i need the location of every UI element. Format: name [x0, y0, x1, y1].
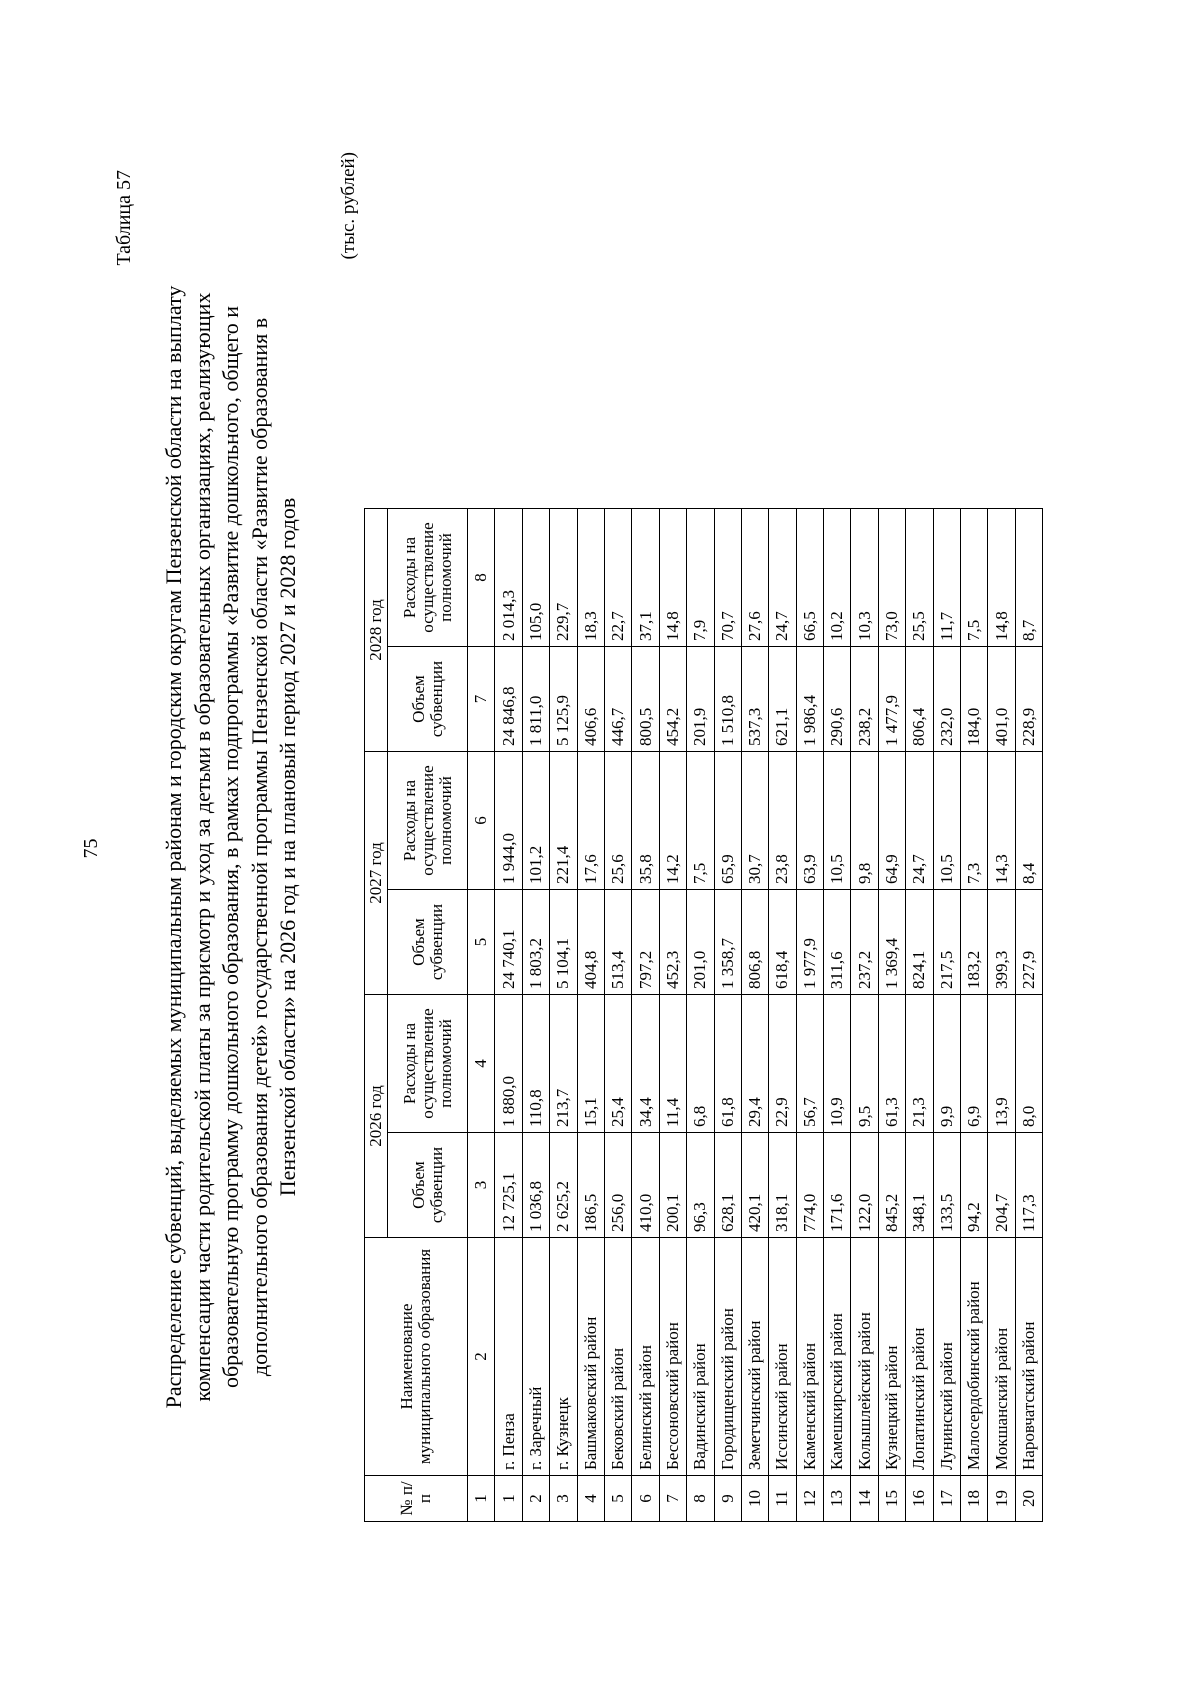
- municipality-name-cell: Бессоновский район: [659, 1238, 686, 1476]
- volume-2026-cell: 256,0: [604, 1133, 631, 1238]
- volume-2027-cell: 217,5: [933, 890, 960, 995]
- volume-2026-cell: 318,1: [769, 1133, 796, 1238]
- municipality-name-cell: Лопатинский район: [906, 1238, 933, 1476]
- expenses-2028-cell: 27,6: [741, 509, 768, 647]
- volume-2028-cell: 401,0: [988, 647, 1015, 752]
- header-volume-2027: Объем субвенции: [388, 890, 468, 995]
- header-expenses-2028: Расходы на осуществление полномочий: [388, 509, 468, 647]
- table-row: [687, 509, 714, 1522]
- municipality-name-cell: Городищенский район: [714, 1238, 741, 1476]
- expenses-2026-cell: 61,8: [714, 995, 741, 1133]
- column-number: 6: [468, 752, 495, 890]
- municipality-name-cell: Мокшанский район: [988, 1238, 1015, 1476]
- volume-2026-cell: 628,1: [714, 1133, 741, 1238]
- expenses-2027-cell: 10,5: [933, 752, 960, 890]
- municipality-name-cell: Каменский район: [796, 1238, 823, 1476]
- expenses-2028-cell: 14,8: [988, 509, 1015, 647]
- expenses-2026-cell: 25,4: [604, 995, 631, 1133]
- column-number: 2: [468, 1238, 495, 1476]
- expenses-2026-cell: 61,3: [878, 995, 905, 1133]
- expenses-2028-cell: 7,5: [961, 509, 988, 647]
- volume-2026-cell: 96,3: [687, 1133, 714, 1238]
- volume-2028-cell: 1 477,9: [878, 647, 905, 752]
- expenses-2027-cell: 35,8: [632, 752, 659, 890]
- municipality-name-cell: Башмаковский район: [577, 1238, 604, 1476]
- table-row: [522, 509, 549, 1522]
- table-row: [796, 509, 823, 1522]
- header-year-2027: 2027 год: [365, 752, 388, 995]
- expenses-2027-cell: 64,9: [878, 752, 905, 890]
- volume-2028-cell: 800,5: [632, 647, 659, 752]
- expenses-2027-cell: 30,7: [741, 752, 768, 890]
- volume-2027-cell: 5 104,1: [550, 890, 577, 995]
- row-number-cell: 2: [522, 1476, 549, 1522]
- volume-2027-cell: 183,2: [961, 890, 988, 995]
- column-number: 8: [468, 509, 495, 647]
- municipality-name-cell: Лунинский район: [933, 1238, 960, 1476]
- expenses-2026-cell: 56,7: [796, 995, 823, 1133]
- table-row: [604, 509, 631, 1522]
- expenses-2026-cell: 6,9: [961, 995, 988, 1133]
- expenses-2028-cell: 22,7: [604, 509, 631, 647]
- expenses-2027-cell: 14,3: [988, 752, 1015, 890]
- table-row: [1015, 509, 1042, 1522]
- header-year-2028: 2028 год: [365, 509, 388, 752]
- expenses-2028-cell: 25,5: [906, 509, 933, 647]
- municipality-name-cell: г. Пенза: [495, 1238, 522, 1476]
- volume-2027-cell: 1 803,2: [522, 890, 549, 995]
- volume-2028-cell: 621,1: [769, 647, 796, 752]
- row-number-cell: 15: [878, 1476, 905, 1522]
- expenses-2026-cell: 11,4: [659, 995, 686, 1133]
- table-row: [906, 509, 933, 1522]
- volume-2026-cell: 186,5: [577, 1133, 604, 1238]
- volume-2028-cell: 228,9: [1015, 647, 1042, 752]
- volume-2028-cell: 201,9: [687, 647, 714, 752]
- volume-2027-cell: 824,1: [906, 890, 933, 995]
- volume-2027-cell: 797,2: [632, 890, 659, 995]
- volume-2026-cell: 12 725,1: [495, 1133, 522, 1238]
- volume-2027-cell: 201,0: [687, 890, 714, 995]
- municipality-name-cell: Вадинский район: [687, 1238, 714, 1476]
- volume-2028-cell: 537,3: [741, 647, 768, 752]
- expenses-2028-cell: 8,7: [1015, 509, 1042, 647]
- header-name: Наименование муниципального образования: [365, 1238, 468, 1476]
- expenses-2027-cell: 1 944,0: [495, 752, 522, 890]
- municipality-name-cell: Бековский район: [604, 1238, 631, 1476]
- table-row: [659, 509, 686, 1522]
- volume-2028-cell: 806,4: [906, 647, 933, 752]
- table-row: [550, 509, 577, 1522]
- expenses-2026-cell: 1 880,0: [495, 995, 522, 1133]
- table-row: [824, 509, 851, 1522]
- volume-2027-cell: 404,8: [577, 890, 604, 995]
- expenses-2028-cell: 229,7: [550, 509, 577, 647]
- municipality-name-cell: г. Заречный: [522, 1238, 549, 1476]
- expenses-2028-cell: 2 014,3: [495, 509, 522, 647]
- row-number-cell: 10: [741, 1476, 768, 1522]
- volume-2026-cell: 774,0: [796, 1133, 823, 1238]
- municipality-name-cell: Наровчатский район: [1015, 1238, 1042, 1476]
- volume-2028-cell: 238,2: [851, 647, 878, 752]
- table-row: [632, 509, 659, 1522]
- expenses-2027-cell: 8,4: [1015, 752, 1042, 890]
- volume-2028-cell: 406,6: [577, 647, 604, 752]
- units-label: (тыс. рублей): [338, 152, 359, 260]
- volume-2026-cell: 1 036,8: [522, 1133, 549, 1238]
- row-number-cell: 18: [961, 1476, 988, 1522]
- volume-2028-cell: 232,0: [933, 647, 960, 752]
- table-row: [878, 509, 905, 1522]
- row-number-cell: 8: [687, 1476, 714, 1522]
- volume-2027-cell: 1 369,4: [878, 890, 905, 995]
- expenses-2026-cell: 15,1: [577, 995, 604, 1133]
- expenses-2028-cell: 70,7: [714, 509, 741, 647]
- municipality-name-cell: Малосердобинский район: [961, 1238, 988, 1476]
- expenses-2028-cell: 18,3: [577, 509, 604, 647]
- column-number: 5: [468, 890, 495, 995]
- expenses-2027-cell: 101,2: [522, 752, 549, 890]
- volume-2027-cell: 237,2: [851, 890, 878, 995]
- municipality-name-cell: Белинский район: [632, 1238, 659, 1476]
- title-line: компенсации части родительской платы за присмотр и уход за детьми в образовательных организациях, реализующих: [189, 292, 215, 1402]
- expenses-2027-cell: 63,9: [796, 752, 823, 890]
- expenses-2028-cell: 10,2: [824, 509, 851, 647]
- column-number: 7: [468, 647, 495, 752]
- expenses-2027-cell: 23,8: [769, 752, 796, 890]
- expenses-2028-cell: 66,5: [796, 509, 823, 647]
- volume-2027-cell: 806,8: [741, 890, 768, 995]
- expenses-2027-cell: 10,5: [824, 752, 851, 890]
- volume-2026-cell: 171,6: [824, 1133, 851, 1238]
- header-expenses-2027: Расходы на осуществление полномочий: [388, 752, 468, 890]
- title-line: Пензенской области» на 2026 год и на плановый период 2027 и 2028 годов: [275, 497, 300, 1197]
- expenses-2026-cell: 34,4: [632, 995, 659, 1133]
- column-numbers-row: [468, 509, 495, 1522]
- row-number-cell: 9: [714, 1476, 741, 1522]
- expenses-2027-cell: 65,9: [714, 752, 741, 890]
- volume-2027-cell: 311,6: [824, 890, 851, 995]
- volume-2026-cell: 94,2: [961, 1133, 988, 1238]
- municipality-name-cell: Земетчинский район: [741, 1238, 768, 1476]
- document-title: [160, 117, 303, 1577]
- subsidy-table: [364, 508, 1043, 1522]
- column-number: 4: [468, 995, 495, 1133]
- volume-2026-cell: 420,1: [741, 1133, 768, 1238]
- volume-2028-cell: 5 125,9: [550, 647, 577, 752]
- volume-2028-cell: 446,7: [604, 647, 631, 752]
- row-number-cell: 14: [851, 1476, 878, 1522]
- table-row: [495, 509, 522, 1522]
- row-number-cell: 5: [604, 1476, 631, 1522]
- table-row: [741, 509, 768, 1522]
- volume-2026-cell: 2 625,2: [550, 1133, 577, 1238]
- column-number: 3: [468, 1133, 495, 1238]
- table-row: [988, 509, 1015, 1522]
- volume-2026-cell: 845,2: [878, 1133, 905, 1238]
- row-number-cell: 19: [988, 1476, 1015, 1522]
- row-number-cell: 13: [824, 1476, 851, 1522]
- expenses-2026-cell: 9,5: [851, 995, 878, 1133]
- expenses-2026-cell: 213,7: [550, 995, 577, 1133]
- expenses-2026-cell: 21,3: [906, 995, 933, 1133]
- expenses-2026-cell: 13,9: [988, 995, 1015, 1133]
- municipality-name-cell: Камешкирский район: [824, 1238, 851, 1476]
- table-row: [933, 509, 960, 1522]
- expenses-2026-cell: 22,9: [769, 995, 796, 1133]
- table-row: [961, 509, 988, 1522]
- volume-2027-cell: 1 358,7: [714, 890, 741, 995]
- volume-2027-cell: 227,9: [1015, 890, 1042, 995]
- title-line: Распределение субвенций, выделяемых муниципальным районам и городским округам Пензенской области на выплату: [161, 285, 186, 1409]
- volume-2028-cell: 24 846,8: [495, 647, 522, 752]
- expenses-2028-cell: 11,7: [933, 509, 960, 647]
- expenses-2028-cell: 105,0: [522, 509, 549, 647]
- row-number-cell: 11: [769, 1476, 796, 1522]
- table-row: [769, 509, 796, 1522]
- expenses-2026-cell: 6,8: [687, 995, 714, 1133]
- volume-2028-cell: 184,0: [961, 647, 988, 752]
- expenses-2027-cell: 24,7: [906, 752, 933, 890]
- expenses-2028-cell: 10,3: [851, 509, 878, 647]
- header-num: № п/п: [365, 1476, 468, 1522]
- expenses-2027-cell: 14,2: [659, 752, 686, 890]
- table-row: [851, 509, 878, 1522]
- expenses-2028-cell: 24,7: [769, 509, 796, 647]
- row-number-cell: 4: [577, 1476, 604, 1522]
- volume-2026-cell: 410,0: [632, 1133, 659, 1238]
- expenses-2026-cell: 8,0: [1015, 995, 1042, 1133]
- expenses-2026-cell: 10,9: [824, 995, 851, 1133]
- row-number-cell: 7: [659, 1476, 686, 1522]
- volume-2027-cell: 452,3: [659, 890, 686, 995]
- row-number-cell: 1: [495, 1476, 522, 1522]
- expenses-2028-cell: 73,0: [878, 509, 905, 647]
- title-line: образовательную программу дошкольного образования, в рамках подпрограммы «Развитие дошкольного, общего и: [218, 305, 243, 1389]
- header-expenses-2026: Расходы на осуществление полномочий: [388, 995, 468, 1133]
- header-year-2026: 2026 год: [365, 995, 388, 1238]
- volume-2028-cell: 1 986,4: [796, 647, 823, 752]
- volume-2028-cell: 1 811,0: [522, 647, 549, 752]
- municipality-name-cell: Колышлейский район: [851, 1238, 878, 1476]
- header-volume-2026: Объем субвенции: [388, 1133, 468, 1238]
- row-number-cell: 6: [632, 1476, 659, 1522]
- expenses-2028-cell: 37,1: [632, 509, 659, 647]
- expenses-2027-cell: 9,8: [851, 752, 878, 890]
- volume-2026-cell: 204,7: [988, 1133, 1015, 1238]
- volume-2028-cell: 1 510,8: [714, 647, 741, 752]
- expenses-2026-cell: 110,8: [522, 995, 549, 1133]
- row-number-cell: 17: [933, 1476, 960, 1522]
- table-label: Таблица 57: [113, 170, 135, 266]
- municipality-name-cell: г. Кузнецк: [550, 1238, 577, 1476]
- expenses-2027-cell: 221,4: [550, 752, 577, 890]
- municipality-name-cell: Иссинский район: [769, 1238, 796, 1476]
- volume-2027-cell: 399,3: [988, 890, 1015, 995]
- volume-2027-cell: 1 977,9: [796, 890, 823, 995]
- expenses-2026-cell: 29,4: [741, 995, 768, 1133]
- row-number-cell: 20: [1015, 1476, 1042, 1522]
- row-number-cell: 12: [796, 1476, 823, 1522]
- column-number: 1: [468, 1476, 495, 1522]
- volume-2027-cell: 513,4: [604, 890, 631, 995]
- expenses-2027-cell: 7,5: [687, 752, 714, 890]
- volume-2026-cell: 122,0: [851, 1133, 878, 1238]
- expenses-2027-cell: 17,6: [577, 752, 604, 890]
- row-number-cell: 16: [906, 1476, 933, 1522]
- volume-2026-cell: 117,3: [1015, 1133, 1042, 1238]
- volume-2028-cell: 290,6: [824, 647, 851, 752]
- page-number: 75: [80, 838, 102, 859]
- expenses-2028-cell: 14,8: [659, 509, 686, 647]
- table-row: [577, 509, 604, 1522]
- volume-2026-cell: 200,1: [659, 1133, 686, 1238]
- expenses-2028-cell: 7,9: [687, 509, 714, 647]
- row-number-cell: 3: [550, 1476, 577, 1522]
- volume-2026-cell: 133,5: [933, 1133, 960, 1238]
- expenses-2027-cell: 25,6: [604, 752, 631, 890]
- volume-2026-cell: 348,1: [906, 1133, 933, 1238]
- volume-2027-cell: 24 740,1: [495, 890, 522, 995]
- title-line: дополнительного образования детей» государственной программы Пензенской области «Развитие образования в: [246, 317, 272, 1377]
- municipality-name-cell: Кузнецкий район: [878, 1238, 905, 1476]
- expenses-2026-cell: 9,9: [933, 995, 960, 1133]
- header-volume-2028: Объем субвенции: [388, 647, 468, 752]
- table-row: [714, 509, 741, 1522]
- volume-2027-cell: 618,4: [769, 890, 796, 995]
- expenses-2027-cell: 7,3: [961, 752, 988, 890]
- volume-2028-cell: 454,2: [659, 647, 686, 752]
